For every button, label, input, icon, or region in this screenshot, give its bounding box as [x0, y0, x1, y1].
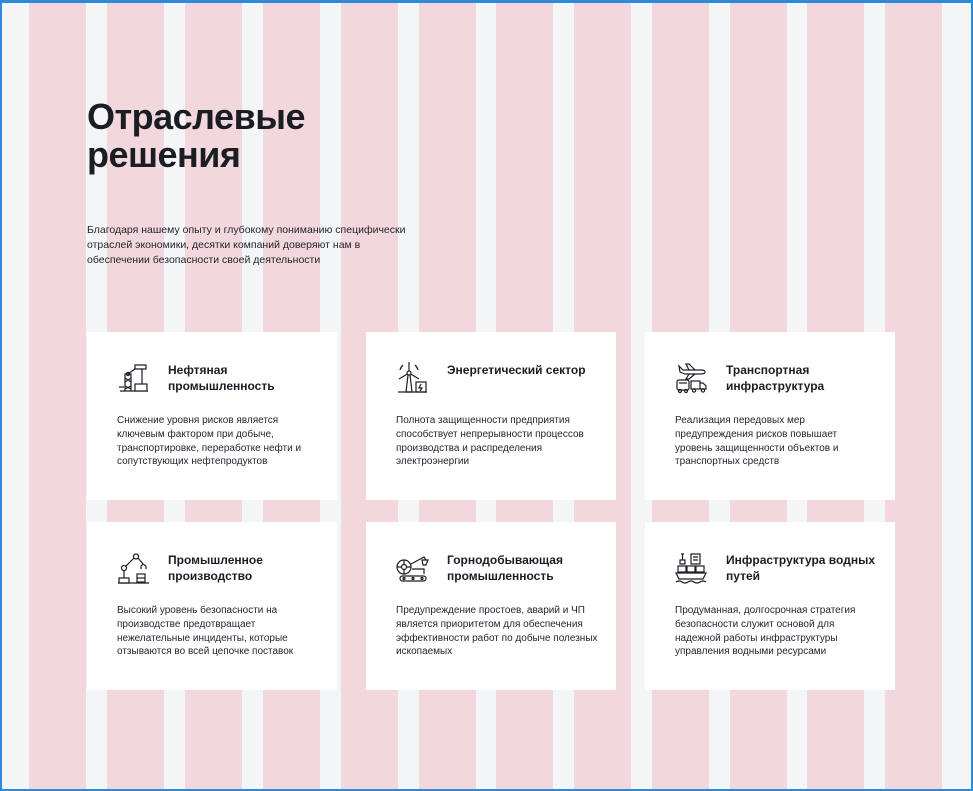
card-title: Нефтяная промышленность — [168, 363, 275, 393]
card-description: Реализация передовых мер предупреждения рисков повышает уровень защищенности объектов и транспортных средств — [675, 415, 839, 468]
robot-arm-icon — [115, 550, 151, 586]
oil-pump-icon — [115, 360, 151, 396]
industry-card-manufacturing[interactable] — [87, 522, 337, 690]
card-title: Горнодобывающая промышленность — [447, 553, 563, 583]
industry-card-energy[interactable] — [366, 332, 616, 500]
section-description: Благодаря нашему опыту и глубокому пониманию специфически отраслей экономики, десятки компаний доверяют нам в обеспечении безопасности своей деятельности — [87, 224, 406, 267]
card-description: Снижение уровня рисков является ключевым фактором при добыче, транспортировке, переработке нефти и сопутствующих нефтепродуктов — [117, 415, 302, 468]
card-title: Промышленное производство — [168, 553, 263, 583]
card-description: Высокий уровень безопасности на производстве предотвращает нежелательные инциденты, которые отзываются во всей цепочке поставок — [117, 605, 294, 658]
page-title: Отраслевые решения — [87, 96, 305, 175]
cargo-ship-icon — [673, 550, 709, 586]
card-title: Транспортная инфраструктура — [726, 363, 825, 393]
industry-card-mining[interactable] — [366, 522, 616, 690]
excavator-icon — [394, 550, 430, 586]
card-description: Предупреждение простоев, аварий и ЧП является приоритетом для обеспечения эффективности работ по добыче полезных ископаемых — [396, 605, 598, 658]
industry-card-waterways[interactable] — [645, 522, 895, 690]
card-description: Продуманная, долгосрочная стратегия безопасности служит основой для надежной работы инфраструктуры управления водными ресурсами — [675, 605, 856, 658]
card-description: Полнота защищенности предприятия способствует непрерывности процессов производства и распределения электроэнергии — [396, 415, 584, 468]
wind-turbine-icon — [394, 360, 430, 396]
industry-card-oil[interactable] — [87, 332, 337, 500]
industry-card-transport[interactable] — [645, 332, 895, 500]
card-title: Энергетический сектор — [447, 363, 586, 377]
card-title: Инфраструктура водных путей — [726, 553, 875, 583]
transport-icon — [673, 360, 709, 396]
